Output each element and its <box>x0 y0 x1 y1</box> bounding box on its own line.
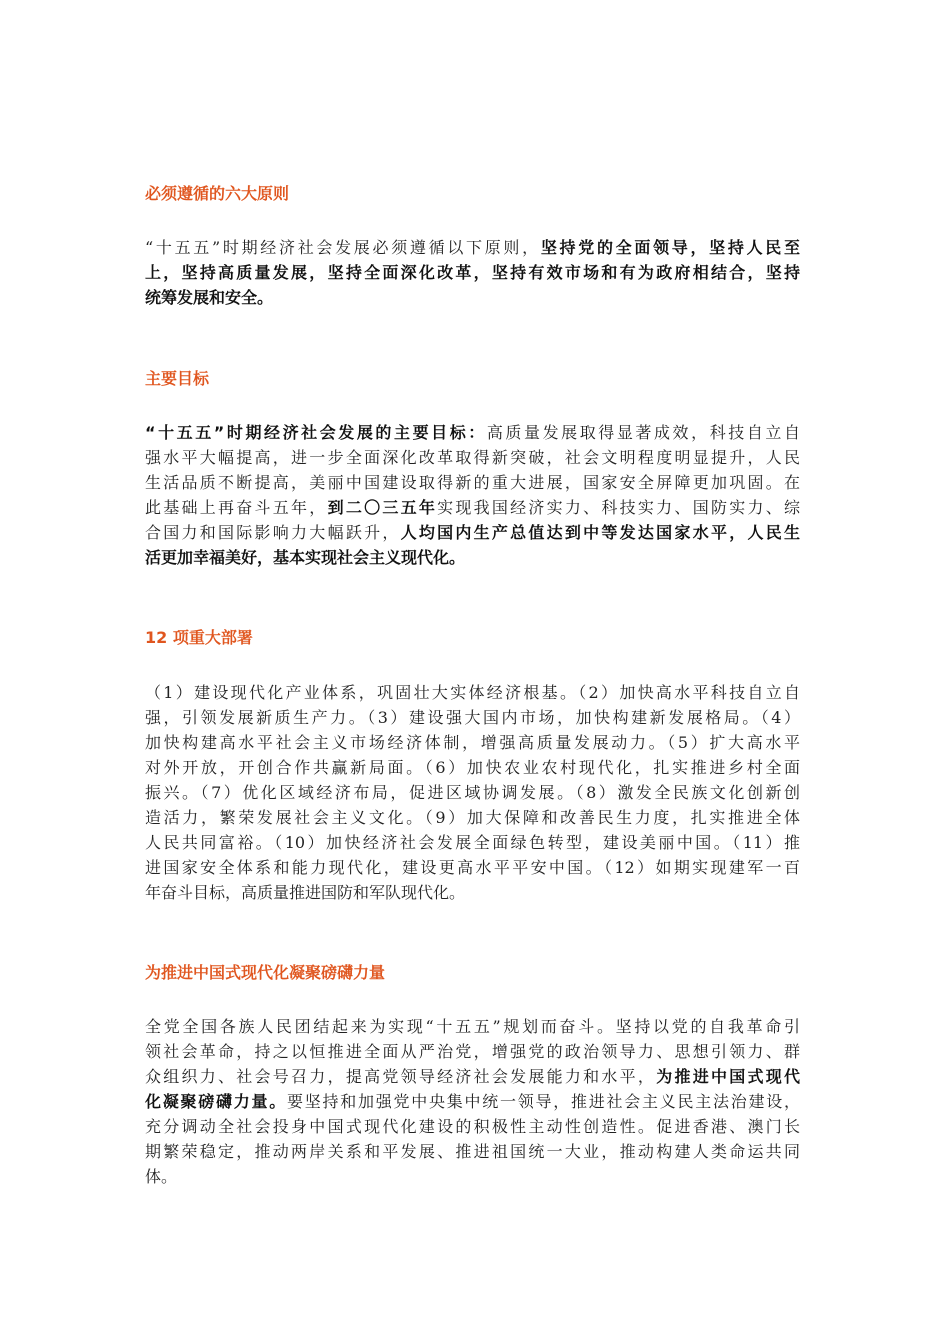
paragraph-line <box>145 285 800 310</box>
section-paragraph <box>145 420 800 570</box>
paragraph-line <box>145 730 800 755</box>
section-heading: 12 项重大部署 <box>145 628 253 647</box>
paragraph-line <box>145 520 800 545</box>
paragraph-line <box>145 495 800 520</box>
body-text: 强水平大幅提高，进一步全面深化改革取得新突破，社会文明程度明显提升，人民 <box>145 448 800 467</box>
body-text: 实现我国经济实力、科技实力、国防实力、综 <box>437 498 800 517</box>
paragraph-line <box>145 1089 800 1114</box>
paragraph-line <box>145 235 800 260</box>
body-text: 期繁荣稳定，推动两岸关系和平发展、推进祖国统一大业，推动构建人类命运共同 <box>145 1142 800 1161</box>
body-text: 加快构建高水平社会主义市场经济体制，增强高质量发展动力。（5）扩大高水平 <box>145 733 800 752</box>
body-text: 生活品质不断提高，美丽中国建设取得新的重大进展，国家安全屏障更加巩固。在 <box>145 473 800 492</box>
bold-text: “十五五”时期经济社会发展的主要目标： <box>145 423 487 442</box>
body-text: 振兴。（7）优化区域经济布局，促进区域协调发展。（8）激发全民族文化创新创 <box>145 783 800 802</box>
body-text: 体。 <box>145 1167 178 1186</box>
body-text: 全党全国各族人民团结起来为实现“十五五”规划而奋斗。坚持以党的自我革命引 <box>145 1017 800 1036</box>
paragraph-line <box>145 1039 800 1064</box>
paragraph-line <box>145 705 800 730</box>
section-heading: 主要目标 <box>145 369 210 388</box>
paragraph-line <box>145 855 800 880</box>
body-text: 对外开放，开创合作共赢新局面。（6）加快农业农村现代化，扎实推进乡村全面 <box>145 758 800 777</box>
paragraph-line <box>145 805 800 830</box>
paragraph-line <box>145 260 800 285</box>
paragraph-line <box>145 830 800 855</box>
paragraph-line <box>145 445 800 470</box>
body-text: 造活力，繁荣发展社会主义文化。（9）加大保障和改善民生力度，扎实推进全体 <box>145 808 800 827</box>
paragraph-line <box>145 470 800 495</box>
bold-text: 活更加幸福美好，基本实现社会主义现代化。 <box>145 548 466 567</box>
body-text: 合国力和国际影响力大幅跃升， <box>145 523 401 542</box>
paragraph-line <box>145 1014 800 1039</box>
section-paragraph <box>145 680 800 905</box>
paragraph-line <box>145 420 800 445</box>
paragraph-line <box>145 545 800 570</box>
body-text: 年奋斗目标，高质量推进国防和军队现代化。 <box>145 883 466 902</box>
paragraph-line <box>145 1164 800 1189</box>
section-heading: 为推进中国式现代化凝聚磅礴力量 <box>145 963 386 982</box>
bold-text: 上，坚持高质量发展，坚持全面深化改革，坚持有效市场和有为政府相结合，坚持 <box>145 263 800 282</box>
paragraph-line <box>145 755 800 780</box>
body-text: “十五五”时期经济社会发展必须遵循以下原则， <box>145 238 541 257</box>
section-paragraph <box>145 235 800 310</box>
bold-text: 化凝聚磅礴力量。 <box>145 1092 287 1111</box>
body-text: 高质量发展取得显著成效，科技自立自 <box>486 423 800 442</box>
bold-text: 人均国内生产总值达到中等发达国家水平，人民生 <box>400 523 800 542</box>
paragraph-line <box>145 1064 800 1089</box>
body-text: 领社会革命，持之以恒推进全面从严治党，增强党的政治领导力、思想引领力、群 <box>145 1042 800 1061</box>
body-text: 此基础上再奋斗五年， <box>145 498 328 517</box>
section-paragraph <box>145 1014 800 1189</box>
bold-text: 为推进中国式现代 <box>656 1067 800 1086</box>
section-heading: 必须遵循的六大原则 <box>145 184 290 203</box>
paragraph-line <box>145 780 800 805</box>
paragraph-line <box>145 1139 800 1164</box>
bold-text: 到二〇三五年 <box>327 498 438 517</box>
bold-text: 统筹发展和安全。 <box>145 288 274 307</box>
paragraph-line <box>145 680 800 705</box>
body-text: 强，引领发展新质生产力。（3）建设强大国内市场，加快构建新发展格局。（4） <box>145 708 800 727</box>
body-text: 人民共同富裕。（10）加快经济社会发展全面绿色转型，建设美丽中国。（11）推 <box>145 833 800 852</box>
body-text: 充分调动全社会投身中国式现代化建设的积极性主动性创造性。促进香港、澳门长 <box>145 1117 800 1136</box>
body-text: （1）建设现代化产业体系，巩固壮大实体经济根基。（2）加快高水平科技自立自 <box>145 683 800 702</box>
body-text: 进国家安全体系和能力现代化，建设更高水平平安中国。（12）如期实现建军一百 <box>145 858 800 877</box>
paragraph-line <box>145 1114 800 1139</box>
body-text: 要坚持和加强党中央集中统一领导，推进社会主义民主法治建设， <box>287 1092 800 1111</box>
body-text: 众组织力、社会号召力，提高党领导经济社会发展能力和水平， <box>145 1067 657 1086</box>
paragraph-line <box>145 880 800 905</box>
bold-text: 坚持党的全面领导，坚持人民至 <box>540 238 800 257</box>
